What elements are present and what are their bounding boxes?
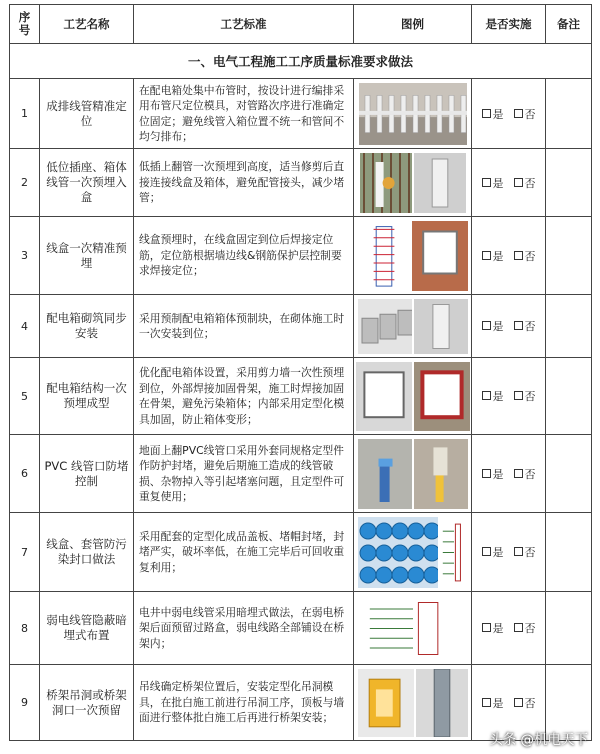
- process-name: 弱电线管隐蔽暗埋式布置: [40, 592, 134, 665]
- example-photo: [360, 153, 412, 213]
- row-index: 8: [10, 592, 40, 665]
- option-yes[interactable]: [482, 546, 504, 559]
- option-yes[interactable]: [482, 390, 504, 403]
- table-row: [10, 149, 592, 217]
- implemented-options: [472, 149, 546, 217]
- header-process-standard: 工艺标准: [134, 5, 354, 44]
- checkbox-label: 是: [492, 249, 504, 263]
- example-photo: [412, 221, 468, 291]
- example-image: [354, 665, 472, 741]
- remark-cell: [546, 592, 592, 665]
- option-no[interactable]: [514, 546, 536, 559]
- checkbox-label: 是: [492, 176, 504, 190]
- checkbox[interactable]: [514, 321, 523, 330]
- remark-cell: [546, 513, 592, 592]
- implemented-options: [472, 358, 546, 435]
- example-photo: [414, 153, 466, 213]
- row-index: 5: [10, 358, 40, 435]
- checkbox-label: 否: [524, 696, 536, 710]
- checkbox[interactable]: [514, 391, 523, 400]
- remark-cell: [546, 435, 592, 513]
- process-name: PVC 线管口防堵控制: [40, 435, 134, 513]
- checkbox-label: 否: [524, 390, 536, 403]
- checkbox[interactable]: [482, 109, 491, 118]
- table-row: [10, 295, 592, 358]
- process-standard: 地面上翻PVC线管口采用外套同规格定型件作防护封堵，避免后期施工造成的线管破损、杂物掉入等引起堵塞问题，且定型件可重复使用；: [134, 435, 354, 513]
- checkbox[interactable]: [482, 251, 491, 260]
- process-name: 桥架吊洞或桥架洞口一次预留: [40, 665, 134, 741]
- example-photo: [356, 362, 412, 431]
- example-image: [354, 149, 472, 217]
- header-process-name: 工艺名称: [40, 5, 134, 44]
- implemented-options: [472, 435, 546, 513]
- checkbox-label: 否: [524, 467, 536, 481]
- remark-cell: [546, 295, 592, 358]
- checkbox[interactable]: [482, 469, 491, 478]
- header-example: 图例: [354, 5, 472, 44]
- checkbox[interactable]: [482, 623, 491, 632]
- process-name: 低位插座、箱体线管一次预埋入盒: [40, 149, 134, 217]
- option-yes[interactable]: [482, 697, 504, 710]
- implemented-options: [472, 295, 546, 358]
- row-index: 2: [10, 149, 40, 217]
- checkbox[interactable]: [514, 623, 523, 632]
- process-name: 配电箱结构一次预埋成型: [40, 358, 134, 435]
- checkbox[interactable]: [482, 178, 491, 187]
- process-name: 线盒一次精准预埋: [40, 217, 134, 295]
- process-standard: 采用配套的定型化成品盖板、堵帽封堵，封堵严实，破坏率低，在施工完毕后可回收重复利用；: [134, 513, 354, 592]
- checkbox-label: 否: [524, 107, 536, 121]
- example-image: [354, 435, 472, 513]
- watermark: 头条 @机电天下: [489, 732, 588, 748]
- checkbox-label: 是: [492, 696, 504, 710]
- example-photo: [416, 669, 468, 737]
- example-photo: [358, 299, 412, 354]
- checkbox[interactable]: [514, 109, 523, 118]
- example-photo: [414, 362, 470, 431]
- example-image: [354, 217, 472, 295]
- header-remark: 备注: [546, 5, 592, 44]
- example-photo: [414, 299, 468, 354]
- example-image: [354, 592, 472, 665]
- checkbox-label: 是: [492, 622, 504, 635]
- option-no[interactable]: [514, 468, 536, 481]
- row-index: 6: [10, 435, 40, 513]
- example-photo: [358, 439, 412, 509]
- table-row: [10, 592, 592, 665]
- option-no[interactable]: [514, 320, 536, 333]
- process-standard: 低插上翻管一次预埋到高度，适当修剪后直接连接线盒及箱体，避免配管接头，减少堵管；: [134, 149, 354, 217]
- option-no[interactable]: [514, 622, 536, 635]
- checkbox[interactable]: [514, 547, 523, 556]
- remark-cell: [546, 358, 592, 435]
- table-row: [10, 513, 592, 592]
- process-standard: 电井中弱电线管采用暗埋式做法，在弱电桥架后面预留过路盒，弱电线路全部铺设在桥架内；: [134, 592, 354, 665]
- checkbox[interactable]: [482, 698, 491, 707]
- example-image: [354, 79, 472, 149]
- example-photo: [359, 83, 467, 145]
- section-title: 一、电气工程施工工序质量标准要求做法: [10, 44, 592, 79]
- table-row: [10, 358, 592, 435]
- checkbox-label: 否: [524, 320, 536, 333]
- option-no[interactable]: [514, 177, 536, 190]
- table-row: [10, 217, 592, 295]
- implemented-options: [472, 217, 546, 295]
- example-photo: [358, 517, 438, 588]
- process-name: 线盒、套管防污染封口做法: [40, 513, 134, 592]
- process-name: 成排线管精准定位: [40, 79, 134, 149]
- example-photo: [358, 669, 414, 737]
- remark-cell: [546, 217, 592, 295]
- option-no[interactable]: [514, 697, 536, 710]
- checkbox-label: 是: [492, 467, 504, 481]
- example-photo: [359, 596, 467, 661]
- option-yes[interactable]: [482, 622, 504, 635]
- process-standard: 优化配电箱体设置，采用剪力墙一次性预埋到位，外部焊接加固骨架，施工时焊接加固在骨架，避免污染箱体；内部采用定型化模具加固，防止箱体变形；: [134, 358, 354, 435]
- option-yes[interactable]: [482, 468, 504, 481]
- option-no[interactable]: [514, 108, 536, 121]
- checkbox[interactable]: [514, 251, 523, 260]
- checkbox-label: 否: [524, 249, 536, 263]
- checkbox-label: 否: [524, 176, 536, 190]
- option-yes[interactable]: [482, 250, 504, 263]
- option-yes[interactable]: [482, 108, 504, 121]
- checkbox-label: 否: [524, 546, 536, 559]
- example-image: [354, 513, 472, 592]
- example-photo: [358, 221, 410, 291]
- checkbox-label: 是: [492, 546, 504, 559]
- table-row: [10, 435, 592, 513]
- checkbox-label: 是: [492, 107, 504, 121]
- process-quality-table: [9, 4, 592, 741]
- example-image: [354, 295, 472, 358]
- checkbox[interactable]: [514, 178, 523, 187]
- row-index: 7: [10, 513, 40, 592]
- row-index: 3: [10, 217, 40, 295]
- section-row: [10, 44, 592, 79]
- checkbox[interactable]: [482, 321, 491, 330]
- implemented-options: [472, 513, 546, 592]
- example-photo: [440, 517, 468, 588]
- option-yes[interactable]: [482, 177, 504, 190]
- checkbox[interactable]: [514, 698, 523, 707]
- checkbox[interactable]: [482, 391, 491, 400]
- remark-cell: [546, 79, 592, 149]
- option-no[interactable]: [514, 390, 536, 403]
- option-yes[interactable]: [482, 320, 504, 333]
- process-standard: 在配电箱处集中布管时，按设计进行编排采用布管尺定位模具，对管路次序进行准确定位固定；避免线管入箱位置不统一和管间不均匀排布；: [134, 79, 354, 149]
- option-no[interactable]: [514, 250, 536, 263]
- example-photo: [414, 439, 468, 509]
- process-standard: 吊线确定桥架位置后，安装定型化吊洞模具，在批白施工前进行吊洞工序，顶板与墙面进行整体批白施工后再进行桥架安装；: [134, 665, 354, 741]
- example-image: [354, 358, 472, 435]
- checkbox-label: 是: [492, 390, 504, 403]
- row-index: 9: [10, 665, 40, 741]
- remark-cell: [546, 149, 592, 217]
- row-index: 1: [10, 79, 40, 149]
- header-row: [10, 5, 592, 44]
- row-index: 4: [10, 295, 40, 358]
- checkbox[interactable]: [514, 469, 523, 478]
- header-implemented: 是否实施: [472, 5, 546, 44]
- table-row: [10, 79, 592, 149]
- checkbox-label: 是: [492, 320, 504, 333]
- implemented-options: [472, 79, 546, 149]
- header-index: 序 号: [10, 5, 40, 44]
- process-standard: 线盒预埋时，在线盒固定到位后焊接定位筋，定位筋根据墙边线&钢筋保护层控制要求焊接定位；: [134, 217, 354, 295]
- checkbox-label: 否: [524, 622, 536, 635]
- implemented-options: [472, 592, 546, 665]
- process-standard: 采用预制配电箱箱体预制块，在砌体施工时一次安装到位；: [134, 295, 354, 358]
- checkbox[interactable]: [482, 547, 491, 556]
- process-name: 配电箱砌筑同步安装: [40, 295, 134, 358]
